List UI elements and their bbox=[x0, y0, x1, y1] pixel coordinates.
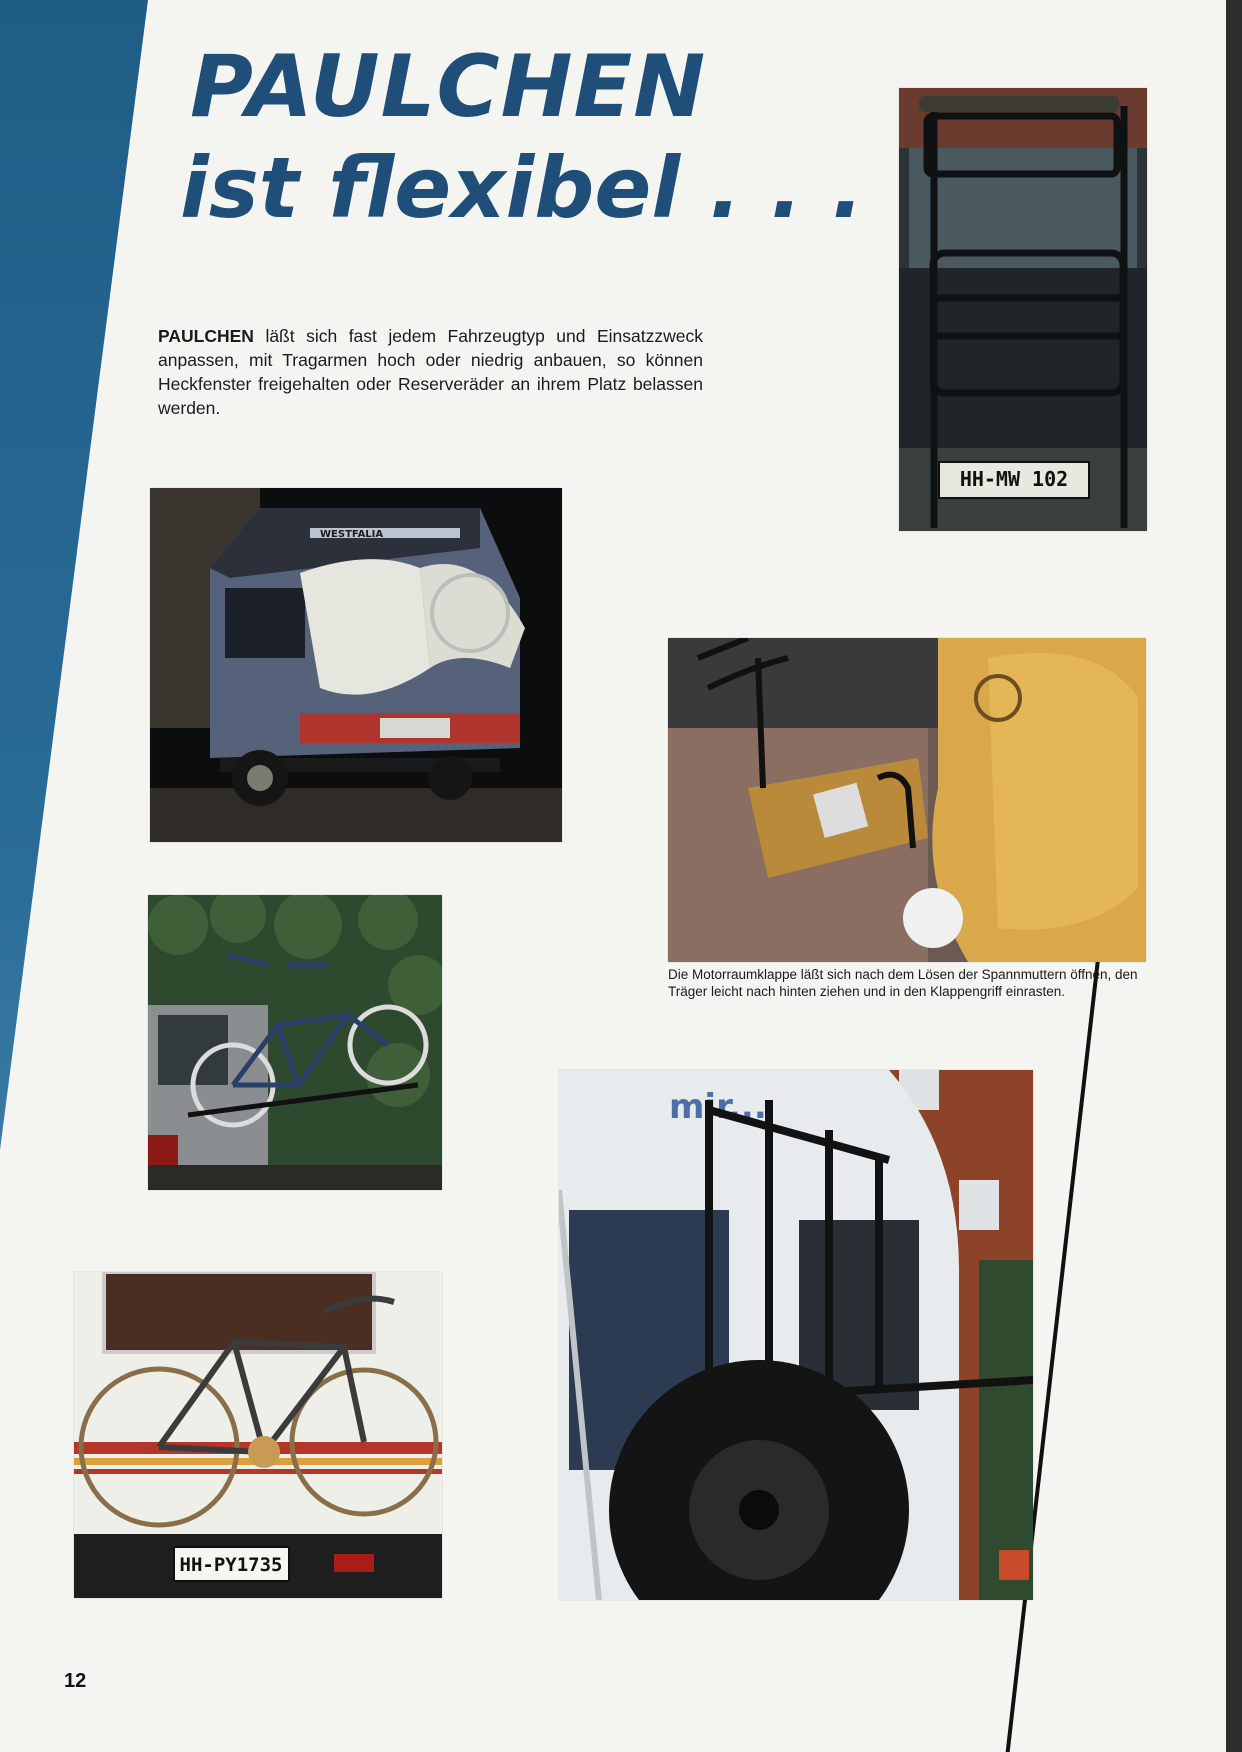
intro-text: läßt sich fast jedem Fahrzeugtyp und Einsatzzweck anpassen, mit Tragarmen hoch oder niedrig anbauen, so können Heckfenster freigehalten oder Reserveräder an ihrem Platz belassen werden. bbox=[158, 326, 703, 418]
page-edge-shadow bbox=[1226, 0, 1242, 1752]
photo-westfalia-camper bbox=[150, 488, 562, 842]
photo-road-bike-motorhome bbox=[74, 1272, 442, 1598]
photo-yellow-van-engine-lid bbox=[668, 638, 1146, 962]
westfalia-badge: WESTFALIA bbox=[320, 529, 384, 540]
page-number: 12 bbox=[64, 1670, 87, 1692]
photo-bikes-on-hatchback-image bbox=[148, 895, 442, 1190]
photo-bikes-on-hatchback bbox=[148, 895, 442, 1190]
license-plate-p5: HH-PY1735 bbox=[179, 1554, 283, 1576]
photo-westfalia-camper-image bbox=[150, 488, 562, 842]
intro-lead: PAULCHEN bbox=[158, 326, 254, 346]
photo-caption: Die Motorraumklappe läßt sich nach dem Lösen der Spannmuttern öffnen, den Träger leicht nach hinten ziehen und in den Klappengriff einrasten. bbox=[668, 967, 1138, 999]
photo-motorhome-spare-tire bbox=[559, 1070, 1033, 1600]
photo-motorhome-spare-tire-image bbox=[559, 1070, 1033, 1600]
photo-rack-on-van-rear bbox=[899, 88, 1147, 531]
intro-paragraph bbox=[158, 324, 703, 420]
photo-road-bike-motorhome-image bbox=[74, 1272, 442, 1598]
page-subtitle: ist flexibel . . . bbox=[180, 139, 864, 237]
photo-yellow-van-engine-lid-image bbox=[668, 638, 1146, 962]
photo-rack-on-van-rear-image bbox=[899, 88, 1147, 531]
page-title: PAULCHEN bbox=[190, 37, 707, 137]
license-plate-p1: HH-MW 102 bbox=[959, 467, 1069, 491]
motorhome-logo: mir... bbox=[669, 1087, 767, 1127]
